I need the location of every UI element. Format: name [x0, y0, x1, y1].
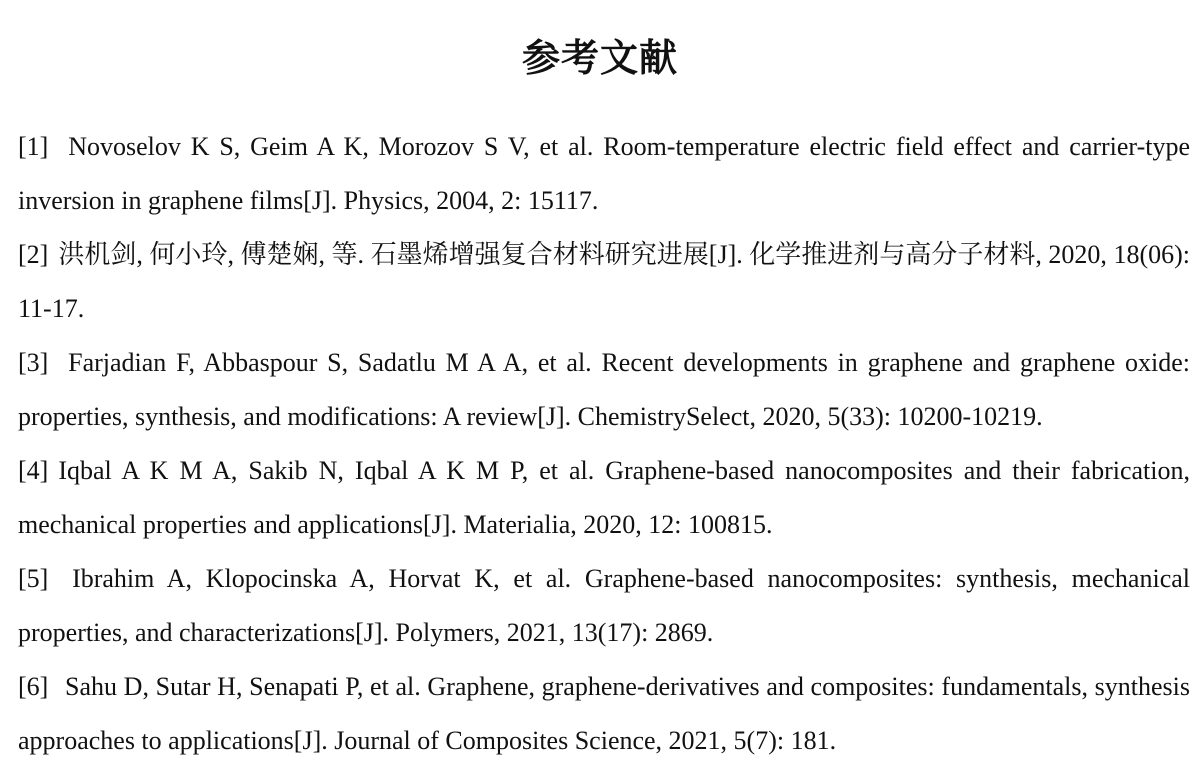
reference-item-1: [18, 120, 1190, 228]
reference-text: 洪机剑, 何小玲, 傅楚娴, 等. 石墨烯增强复合材料研究进展[J]. 化学推进剂与高分子材料, 2020, 18(06): 11-17.: [18, 240, 1190, 323]
reference-list: [18, 120, 1190, 768]
reference-text: Iqbal A K M A, Sakib N, Iqbal A K M P, et al. Graphene-based nanocomposites and their fabrication, mechanical properties and applications[J]. Materialia, 2020, 12: 100815.: [18, 456, 1190, 539]
reference-number: [4]: [18, 456, 49, 485]
reference-number: [6]: [18, 672, 49, 701]
reference-text: Ibrahim A, Klopocinska A, Horvat K, et al. Graphene-based nanocomposites: synthesis, mechanical properties, and characterizations[J]. Polymers, 2021, 13(17): 2869.: [18, 564, 1190, 647]
reference-item-6: [18, 660, 1190, 768]
reference-text: Farjadian F, Abbaspour S, Sadatlu M A A, et al. Recent developments in graphene and graphene oxide: properties, synthesis, and modifications: A review[J]. ChemistrySelect, 2020, 5(33): 10200-10219.: [18, 348, 1191, 431]
reference-number: [5]: [18, 564, 49, 593]
reference-number: [1]: [18, 132, 49, 161]
reference-item-4: [18, 444, 1190, 552]
reference-item-3: [18, 336, 1190, 444]
page-title: 参考文献: [521, 36, 678, 81]
reference-item-2: [18, 228, 1190, 336]
reference-item-5: [18, 552, 1190, 660]
reference-number: [2]: [18, 240, 49, 269]
reference-text: Novoselov K S, Geim A K, Morozov S V, et al. Room-temperature electric field effect and carrier-type inversion in graphene films[J]. Physics, 2004, 2: 15117.: [18, 132, 1190, 215]
reference-number: [3]: [18, 348, 49, 377]
reference-text: Sahu D, Sutar H, Senapati P, et al. Graphene, graphene-derivatives and composites: fundamentals, synthesis approaches to applications[J]. Journal of Composites Science, 2021, 5(7): 181.: [18, 672, 1190, 755]
